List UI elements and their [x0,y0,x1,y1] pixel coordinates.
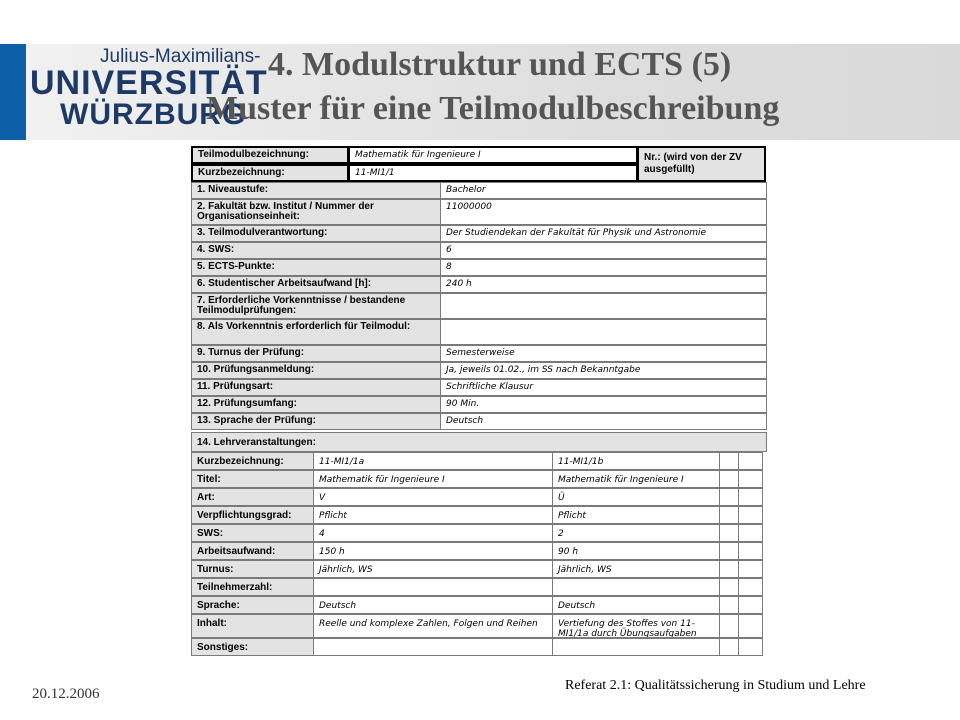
field-label: 8. Als Vorkenntnis erforderlich für Teilmodul: [191,319,441,345]
lv-value-a: V [313,488,553,506]
lv-value-a: 4 [313,524,553,542]
field-label: 9. Turnus der Prüfung: [191,345,441,362]
lv-extra-cell [719,452,739,470]
lv-extra-cell [738,578,763,596]
lv-row [191,488,762,505]
lv-extra-cell [719,614,739,638]
lv-label: Sonstiges: [191,638,314,656]
lv-extra-cell [738,470,763,488]
field-row [191,319,766,344]
lv-extra-cell [738,506,763,524]
lv-extra-cell [719,596,739,614]
lv-label: Art: [191,488,314,506]
lv-row [191,578,762,595]
field-label: 4. SWS: [191,242,441,259]
logo-line-universitaet: UNIVERSITÄT [30,64,268,102]
lv-extra-cell [738,596,763,614]
field-value: 8 [440,259,767,276]
lv-label: Teilnehmerzahl: [191,578,314,596]
lv-extra-cell [738,452,763,470]
field-row [191,345,766,361]
field-value: Deutsch [440,413,767,430]
field-row [191,242,766,258]
field-label: 11. Prüfungsart: [191,379,441,396]
field-value [440,293,767,319]
field-label: 13. Sprache der Prüfung: [191,413,441,430]
field-label: 7. Erforderliche Vorkenntnisse / bestandene Teilmodulprüfungen: [191,293,441,319]
lv-row [191,524,762,541]
field-row [191,259,766,275]
field-label: 10. Prüfungsanmeldung: [191,362,441,379]
logo-line-top: Julius-Maximilians- [100,46,261,67]
lv-extra-cell [738,560,763,578]
lv-value-a [313,638,553,656]
field-label: 5. ECTS-Punkte: [191,259,441,276]
lv-value-a [313,578,553,596]
lv-label: Verpflichtungsgrad: [191,506,314,524]
lv-value-a: 11-MI1/1a [313,452,553,470]
field-value: Ja, jeweils 01.02., im SS nach Bekanntgabe [440,362,767,379]
lv-label: Titel: [191,470,314,488]
kurzbezeichnung-label: Kurzbezeichnung: [191,164,349,182]
lv-extra-cell [738,542,763,560]
lv-value-b: 11-MI1/1b [552,452,720,470]
lv-value-a: Jährlich, WS [313,560,553,578]
lv-label: Kurzbezeichnung: [191,452,314,470]
field-value: Semesterweise [440,345,767,362]
footer-date: 20.12.2006 [32,686,100,702]
lv-row [191,452,762,469]
lv-value-b: Mathematik für Ingenieure I [552,470,720,488]
lv-label: Arbeitsaufwand: [191,542,314,560]
field-value: 240 h [440,276,767,293]
lv-value-a: 150 h [313,542,553,560]
lv-value-a: Reelle und komplexe Zahlen, Folgen und Reihen [313,614,553,638]
lv-value-a: Deutsch [313,596,553,614]
lv-value-a: Mathematik für Ingenieure I [313,470,553,488]
field-row [191,379,766,395]
field-row [191,396,766,412]
teilmodul-value: Mathematik für Ingenieure I [348,146,638,164]
logo-line-wuerzburg: WÜRZBURG [60,98,247,131]
lv-extra-cell [719,524,739,542]
lv-value-b: Deutsch [552,596,720,614]
lv-extra-cell [738,524,763,542]
field-value: 6 [440,242,767,259]
slide-subtitle: Muster für eine Teilmodulbeschreibung [206,90,780,127]
field-row [191,182,766,198]
field-row [191,276,766,292]
teilmodul-label: Teilmodulbezeichnung: [191,146,349,164]
field-row [191,362,766,378]
field-label: 12. Prüfungsumfang: [191,396,441,413]
field-label: 6. Studentischer Arbeitsaufwand [h]: [191,276,441,293]
nr-field: Nr.: (wird von der ZV ausgefüllt) [637,146,766,182]
kurzbezeichnung-value: 11-MI1/1 [348,164,638,182]
lv-label: Sprache: [191,596,314,614]
field-label: 1. Niveaustufe: [191,182,441,199]
field-row [191,413,766,429]
lv-extra-cell [719,470,739,488]
lv-row [191,638,762,655]
field-value: 90 Min. [440,396,767,413]
lv-extra-cell [719,578,739,596]
lv-extra-cell [719,488,739,506]
field-value [440,319,767,345]
lv-extra-cell [719,542,739,560]
lv-value-b [552,578,720,596]
lv-value-a: Pflicht [313,506,553,524]
lv-value-b: Pflicht [552,506,720,524]
lv-value-b: Ü [552,488,720,506]
field-value: Bachelor [440,182,767,199]
field-row [191,199,766,224]
lv-row [191,542,762,559]
lv-label: Turnus: [191,560,314,578]
logo-accent-bar [0,44,26,140]
footer-reference: Referat 2.1: Qualitätssicherung in Studium und Lehre [565,678,866,693]
lv-extra-cell [738,488,763,506]
lv-value-b: Jährlich, WS [552,560,720,578]
lv-label: Inhalt: [191,614,314,638]
slide-title: 4. Modulstruktur und ECTS (5) [268,46,732,83]
field-value: Schriftliche Klausur [440,379,767,396]
field-row [191,225,766,241]
lv-row [191,560,762,577]
lv-value-b: Vertiefung des Stoffes von 11-MI1/1a durch Übungsaufgaben [552,614,720,638]
field-value: Der Studiendekan der Fakultät für Physik und Astronomie [440,225,767,242]
lv-value-b [552,638,720,656]
field-value: 11000000 [440,199,767,225]
lv-extra-cell [719,506,739,524]
lv-row [191,614,762,637]
field-label: 3. Teilmodulverantwortung: [191,225,441,242]
lv-extra-cell [738,614,763,638]
lv-extra-cell [719,638,739,656]
lv-value-b: 90 h [552,542,720,560]
field-label: 2. Fakultät bzw. Institut / Nummer der Organisationseinheit: [191,199,441,225]
lv-row [191,506,762,523]
lv-row [191,596,762,613]
lv-extra-cell [738,638,763,656]
lehrveranstaltungen-header: 14. Lehrveranstaltungen: [191,432,767,452]
field-row [191,293,766,318]
lv-extra-cell [719,560,739,578]
lv-row [191,470,762,487]
lv-label: SWS: [191,524,314,542]
lv-value-b: 2 [552,524,720,542]
